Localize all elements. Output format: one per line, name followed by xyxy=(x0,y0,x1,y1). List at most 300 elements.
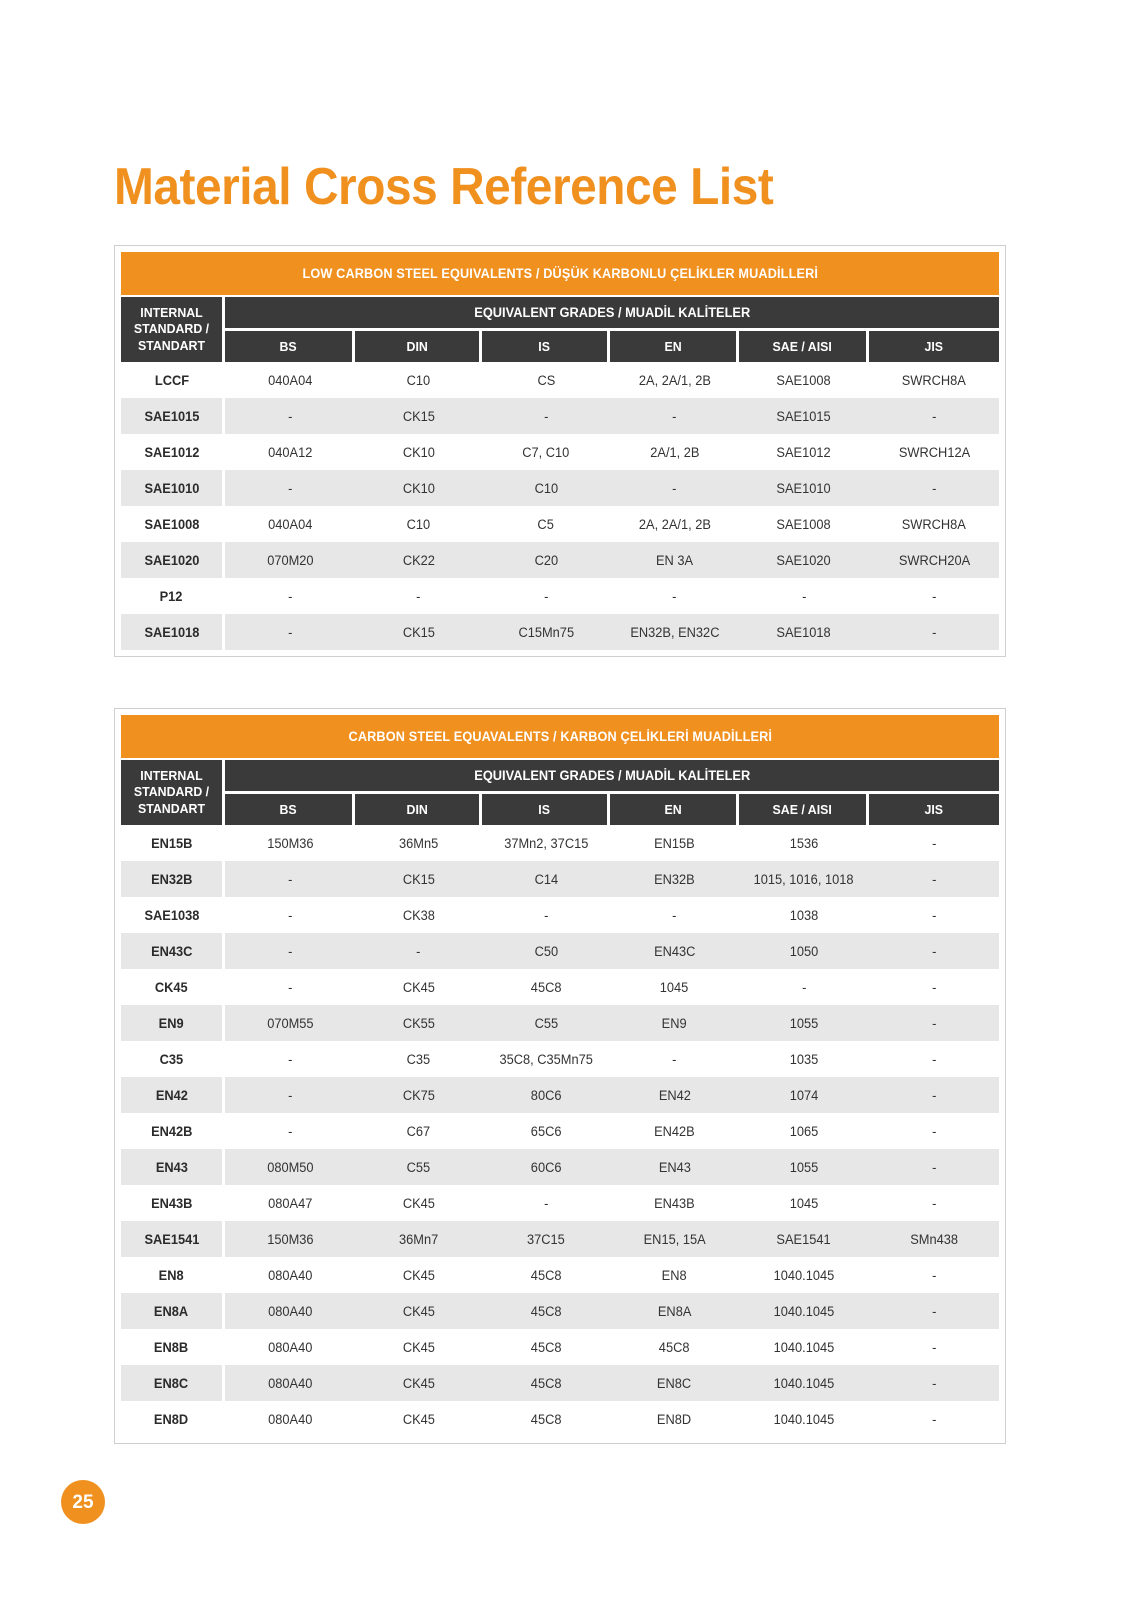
cell-text: P12 xyxy=(160,588,183,604)
cell-text: - xyxy=(931,1015,937,1031)
cell-text: 35C8, C35Mn75 xyxy=(499,1051,593,1067)
cell-text: 040A12 xyxy=(267,444,313,460)
cell-text: SWRCH8A xyxy=(901,516,967,532)
cell-internal-standard xyxy=(121,506,225,542)
cell-text: C10 xyxy=(406,516,431,532)
table-cell xyxy=(739,578,869,614)
table-cell xyxy=(869,1113,999,1149)
table-cell xyxy=(739,969,869,1005)
cell-text: CK45 xyxy=(402,1303,435,1319)
cell-text: SAE1038 xyxy=(144,907,199,923)
table-cell xyxy=(355,362,482,398)
table-cell xyxy=(610,1185,739,1221)
table-row xyxy=(121,1365,999,1401)
cell-text: EN32B, EN32C xyxy=(629,624,720,640)
cell-text: EN8B xyxy=(154,1339,189,1355)
table-row xyxy=(121,1221,999,1257)
table-cell xyxy=(739,1365,869,1401)
table-cell xyxy=(355,1221,482,1257)
table-cell xyxy=(482,1005,610,1041)
table-cell xyxy=(869,1041,999,1077)
cell-text: CK15 xyxy=(402,871,435,887)
table-cell xyxy=(482,1293,610,1329)
cell-text: EN32B xyxy=(654,871,695,887)
cell-text: 2A/1, 2B xyxy=(649,444,700,460)
cell-text: C10 xyxy=(406,372,431,388)
cell-internal-standard xyxy=(121,1077,225,1113)
cell-text: - xyxy=(931,1411,937,1427)
page-number-badge: 25 xyxy=(61,1480,105,1524)
cell-text: - xyxy=(287,480,293,496)
cell-text: 080A40 xyxy=(267,1411,313,1427)
table-cell xyxy=(739,1293,869,1329)
table-head xyxy=(121,715,999,825)
table-row xyxy=(121,614,999,650)
cell-text: 080A40 xyxy=(267,1303,313,1319)
cell-text: 45C8 xyxy=(530,1267,562,1283)
cell-text: - xyxy=(287,943,293,959)
table-cell xyxy=(610,825,739,861)
cell-text: SAE1008 xyxy=(776,516,832,532)
cell-text: 2A, 2A/1, 2B xyxy=(638,516,711,532)
cell-text: 80C6 xyxy=(530,1087,562,1103)
table-row xyxy=(121,1401,999,1437)
table-cell xyxy=(482,542,610,578)
table-cell xyxy=(225,470,355,506)
column-header-en: EN xyxy=(610,791,739,825)
table-cell xyxy=(610,470,739,506)
table-row xyxy=(121,470,999,506)
table-cell xyxy=(482,578,610,614)
cell-text: 45C8 xyxy=(530,1303,562,1319)
table-cell xyxy=(225,1221,355,1257)
cell-internal-standard xyxy=(121,1401,225,1437)
table-cell xyxy=(482,1329,610,1365)
column-header-bs: BS xyxy=(225,328,355,362)
table-cell xyxy=(739,1149,869,1185)
cell-text: - xyxy=(931,408,937,424)
cell-text: EN8C xyxy=(154,1375,189,1391)
table-row xyxy=(121,1149,999,1185)
cell-text: - xyxy=(287,1123,293,1139)
table-cell xyxy=(869,1365,999,1401)
cell-text: CK10 xyxy=(402,444,435,460)
cell-text: EN43B xyxy=(150,1195,193,1211)
cell-text: C14 xyxy=(534,871,558,887)
cell-text: - xyxy=(931,835,937,851)
cell-text: 60C6 xyxy=(530,1159,562,1175)
cell-text: 1045 xyxy=(789,1195,819,1211)
column-header-jis: JIS xyxy=(869,791,999,825)
cell-internal-standard xyxy=(121,861,225,897)
table-cell xyxy=(482,861,610,897)
table-cell xyxy=(739,825,869,861)
cell-text: 080A47 xyxy=(267,1195,313,1211)
cell-text: - xyxy=(931,588,937,604)
cell-text: CK22 xyxy=(402,552,435,568)
table-cell xyxy=(869,1329,999,1365)
cell-text: - xyxy=(543,1195,549,1211)
table-cell xyxy=(610,969,739,1005)
table-cell xyxy=(869,1221,999,1257)
cell-text: 45C8 xyxy=(530,1339,562,1355)
cell-text: EN15, 15A xyxy=(643,1231,706,1247)
table-cell xyxy=(355,398,482,434)
cell-text: 36Mn7 xyxy=(398,1231,439,1247)
table-banner-row xyxy=(121,252,999,295)
cell-text: - xyxy=(672,907,677,923)
cell-text: - xyxy=(931,871,937,887)
table-body xyxy=(121,825,999,1437)
cell-text: - xyxy=(931,943,937,959)
table-cell xyxy=(225,933,355,969)
table-cell xyxy=(225,1257,355,1293)
table-cell xyxy=(610,1041,739,1077)
cell-text: C7, C10 xyxy=(522,444,570,460)
table-row xyxy=(121,1005,999,1041)
table-cell xyxy=(610,1005,739,1041)
cell-text: SAE1012 xyxy=(144,444,199,460)
cell-text: - xyxy=(801,588,807,604)
table-cell xyxy=(869,470,999,506)
cell-text: CK45 xyxy=(402,1267,435,1283)
table-cell xyxy=(869,362,999,398)
cell-text: SAE1015 xyxy=(776,408,832,424)
cell-text: 1040.1045 xyxy=(773,1339,835,1355)
table-cell xyxy=(482,969,610,1005)
cell-text: C55 xyxy=(534,1015,558,1031)
cell-text: - xyxy=(931,1267,937,1283)
table-cell xyxy=(610,362,739,398)
table-cell xyxy=(482,933,610,969)
table-cell xyxy=(225,825,355,861)
table-cell xyxy=(739,897,869,933)
table-cell xyxy=(482,1113,610,1149)
table-row xyxy=(121,825,999,861)
table-group-header-row xyxy=(121,758,999,791)
table-cell xyxy=(482,362,610,398)
cell-text: - xyxy=(543,907,549,923)
table-cell xyxy=(739,542,869,578)
table-row xyxy=(121,1113,999,1149)
cell-text: - xyxy=(287,979,293,995)
table-row xyxy=(121,1329,999,1365)
table-cell xyxy=(225,969,355,1005)
table-cell xyxy=(482,470,610,506)
table-row xyxy=(121,1293,999,1329)
low-carbon-steel-table xyxy=(121,252,999,650)
cell-internal-standard xyxy=(121,1365,225,1401)
cell-text: - xyxy=(287,1087,293,1103)
cell-text: - xyxy=(287,624,293,640)
cell-text: C15Mn75 xyxy=(518,624,574,640)
cell-text: 1045 xyxy=(660,979,689,995)
cell-internal-standard xyxy=(121,897,225,933)
table-cell xyxy=(355,470,482,506)
cell-text: 1035 xyxy=(789,1051,819,1067)
table-group-header-row xyxy=(121,295,999,328)
table-cell xyxy=(610,506,739,542)
cell-text: SAE1015 xyxy=(144,408,199,424)
table-cell xyxy=(610,1401,739,1437)
table-column-header-row xyxy=(121,791,999,825)
cell-text: C35 xyxy=(159,1051,184,1067)
table-cell xyxy=(225,1149,355,1185)
cell-text: EN42 xyxy=(155,1087,188,1103)
cell-text: EN8 xyxy=(159,1267,184,1283)
cell-text: EN32B xyxy=(150,871,193,887)
table-cell xyxy=(355,1185,482,1221)
cell-text: 1055 xyxy=(789,1159,819,1175)
low-carbon-steel-table-frame xyxy=(114,245,1006,657)
table-cell xyxy=(739,861,869,897)
table-cell xyxy=(225,1041,355,1077)
cell-text: CK45 xyxy=(402,1339,435,1355)
cell-text: SAE1008 xyxy=(776,372,832,388)
table-banner-title: LOW CARBON STEEL EQUIVALENTS / DÜŞÜK KARBONLU ÇELİKLER MUADİLLERİ xyxy=(121,252,999,295)
column-header-is: IS xyxy=(482,791,610,825)
table-cell xyxy=(225,542,355,578)
table-cell xyxy=(739,933,869,969)
table-cell xyxy=(610,861,739,897)
cell-text: - xyxy=(543,408,549,424)
cell-text: 1040.1045 xyxy=(773,1303,835,1319)
cell-text: 080M50 xyxy=(266,1159,314,1175)
table-cell xyxy=(739,1329,869,1365)
cell-text: 1074 xyxy=(789,1087,819,1103)
cell-text: - xyxy=(672,408,677,424)
cell-text: SAE1541 xyxy=(144,1231,199,1247)
cell-text: - xyxy=(801,979,807,995)
cell-text: - xyxy=(416,588,421,604)
cell-text: 040A04 xyxy=(267,516,313,532)
cell-text: - xyxy=(672,480,677,496)
table-cell xyxy=(610,933,739,969)
cell-text: EN9 xyxy=(662,1015,687,1031)
table-banner-title: CARBON STEEL EQUAVALENTS / KARBON ÇELİKLERİ MUADİLLERİ xyxy=(121,715,999,758)
table-cell xyxy=(225,1185,355,1221)
table-cell xyxy=(739,1113,869,1149)
table-cell xyxy=(225,861,355,897)
table-cell xyxy=(739,434,869,470)
cell-internal-standard xyxy=(121,1041,225,1077)
table-head xyxy=(121,252,999,362)
cell-text: 070M55 xyxy=(266,1015,314,1031)
table-cell xyxy=(869,1149,999,1185)
table-cell xyxy=(869,434,999,470)
column-header-bs: BS xyxy=(225,791,355,825)
table-cell xyxy=(355,1149,482,1185)
cell-text: 1536 xyxy=(789,835,819,851)
table-row xyxy=(121,1257,999,1293)
cell-text: - xyxy=(931,1159,937,1175)
table-cell xyxy=(225,1329,355,1365)
cell-text: EN8A xyxy=(657,1303,692,1319)
table-cell xyxy=(482,506,610,542)
cell-text: - xyxy=(287,871,293,887)
table-row xyxy=(121,434,999,470)
cell-internal-standard xyxy=(121,1293,225,1329)
cell-text: SAE1008 xyxy=(144,516,199,532)
table-cell xyxy=(482,1365,610,1401)
cell-text: 45C8 xyxy=(530,1411,562,1427)
table-row xyxy=(121,1185,999,1221)
table-cell xyxy=(355,1041,482,1077)
table-cell xyxy=(482,1077,610,1113)
table-cell xyxy=(225,398,355,434)
column-header-internal-standard: INTERNAL STANDARD / STANDART xyxy=(121,758,225,825)
cell-internal-standard xyxy=(121,1185,225,1221)
table-cell xyxy=(610,1113,739,1149)
table-cell xyxy=(482,1257,610,1293)
table-cell xyxy=(355,1257,482,1293)
table-cell xyxy=(482,825,610,861)
cell-text: - xyxy=(287,408,293,424)
table-cell xyxy=(355,1329,482,1365)
table-cell xyxy=(869,578,999,614)
table-cell xyxy=(610,434,739,470)
column-header-din: DIN xyxy=(355,791,482,825)
table-row xyxy=(121,897,999,933)
table-cell xyxy=(869,614,999,650)
cell-text: 1050 xyxy=(789,943,819,959)
cell-text: EN42 xyxy=(658,1087,691,1103)
table-cell xyxy=(225,1365,355,1401)
table-row xyxy=(121,578,999,614)
cell-text: - xyxy=(931,979,937,995)
cell-text: SAE1010 xyxy=(144,480,199,496)
column-header-sae-aisi: SAE / AISI xyxy=(739,328,869,362)
table-cell xyxy=(610,542,739,578)
cell-text: 1040.1045 xyxy=(773,1375,835,1391)
table-cell xyxy=(225,1113,355,1149)
cell-text: EN9 xyxy=(159,1015,184,1031)
cell-internal-standard xyxy=(121,614,225,650)
cell-internal-standard xyxy=(121,969,225,1005)
table-cell xyxy=(610,398,739,434)
table-cell xyxy=(482,1185,610,1221)
cell-internal-standard xyxy=(121,542,225,578)
cell-internal-standard xyxy=(121,362,225,398)
table-cell xyxy=(610,1077,739,1113)
cell-text: SAE1010 xyxy=(776,480,832,496)
table-cell xyxy=(225,506,355,542)
table-cell xyxy=(869,506,999,542)
cell-text: 65C6 xyxy=(530,1123,562,1139)
table-cell xyxy=(869,1293,999,1329)
table-cell xyxy=(610,1149,739,1185)
cell-text: - xyxy=(931,907,937,923)
cell-text: CK10 xyxy=(402,480,435,496)
table-cell xyxy=(739,1041,869,1077)
cell-internal-standard xyxy=(121,1005,225,1041)
table-cell xyxy=(355,933,482,969)
column-header-sae-aisi: SAE / AISI xyxy=(739,791,869,825)
cell-text: 1015, 1016, 1018 xyxy=(754,871,854,887)
cell-text: CK45 xyxy=(402,1411,435,1427)
table-cell xyxy=(355,897,482,933)
cell-internal-standard xyxy=(121,1329,225,1365)
cell-text: CK45 xyxy=(155,979,188,995)
cell-internal-standard xyxy=(121,1221,225,1257)
table-cell xyxy=(355,434,482,470)
cell-text: EN 3A xyxy=(655,552,694,568)
cell-text: C50 xyxy=(534,943,558,959)
cell-text: 080A40 xyxy=(267,1375,313,1391)
table-cell xyxy=(355,1005,482,1041)
cell-text: - xyxy=(931,1303,937,1319)
table-row xyxy=(121,1077,999,1113)
table-cell xyxy=(739,1185,869,1221)
table-cell xyxy=(869,933,999,969)
table-cell xyxy=(869,861,999,897)
cell-text: - xyxy=(672,588,677,604)
cell-internal-standard xyxy=(121,470,225,506)
cell-text: EN8D xyxy=(154,1411,189,1427)
cell-internal-standard xyxy=(121,933,225,969)
table-column-header-row xyxy=(121,328,999,362)
table-cell xyxy=(355,1293,482,1329)
table-cell xyxy=(355,1113,482,1149)
column-group-header-equivalent-grades: EQUIVALENT GRADES / MUADİL KALİTELER xyxy=(225,758,999,791)
table-cell xyxy=(225,362,355,398)
cell-text: - xyxy=(931,1051,937,1067)
table-cell xyxy=(482,434,610,470)
cell-text: 070M20 xyxy=(266,552,314,568)
cell-text: SAE1012 xyxy=(776,444,832,460)
cell-text: SAE1020 xyxy=(144,552,199,568)
table-cell xyxy=(355,506,482,542)
cell-text: EN15B xyxy=(150,835,193,851)
cell-text: - xyxy=(543,588,549,604)
cell-text: CS xyxy=(537,372,555,388)
table-cell xyxy=(355,825,482,861)
cell-text: 040A04 xyxy=(267,372,313,388)
cell-text: - xyxy=(931,1195,937,1211)
carbon-steel-table xyxy=(121,715,999,1437)
table-cell xyxy=(482,897,610,933)
cell-text: - xyxy=(931,480,937,496)
cell-text: C5 xyxy=(537,516,555,532)
cell-text: EN8C xyxy=(657,1375,692,1391)
cell-text: - xyxy=(931,624,937,640)
table-cell xyxy=(739,506,869,542)
cell-internal-standard xyxy=(121,434,225,470)
table-cell xyxy=(482,398,610,434)
cell-text: 150M36 xyxy=(266,835,314,851)
table-row xyxy=(121,542,999,578)
column-header-jis: JIS xyxy=(869,328,999,362)
cell-text: CK75 xyxy=(402,1087,435,1103)
table-cell xyxy=(869,1401,999,1437)
table-cell xyxy=(610,1293,739,1329)
cell-text: CK45 xyxy=(402,1195,435,1211)
cell-text: - xyxy=(287,1051,293,1067)
column-header-is: IS xyxy=(482,328,610,362)
cell-text: EN8D xyxy=(657,1411,692,1427)
cell-text: EN43 xyxy=(658,1159,691,1175)
cell-text: - xyxy=(287,588,293,604)
cell-text: SAE1018 xyxy=(144,624,199,640)
table-row xyxy=(121,362,999,398)
cell-text: SAE1020 xyxy=(776,552,832,568)
cell-text: C35 xyxy=(406,1051,431,1067)
table-banner-row xyxy=(121,715,999,758)
table-cell xyxy=(869,897,999,933)
cell-text: 1065 xyxy=(789,1123,819,1139)
table-cell xyxy=(739,1077,869,1113)
table-cell xyxy=(355,969,482,1005)
